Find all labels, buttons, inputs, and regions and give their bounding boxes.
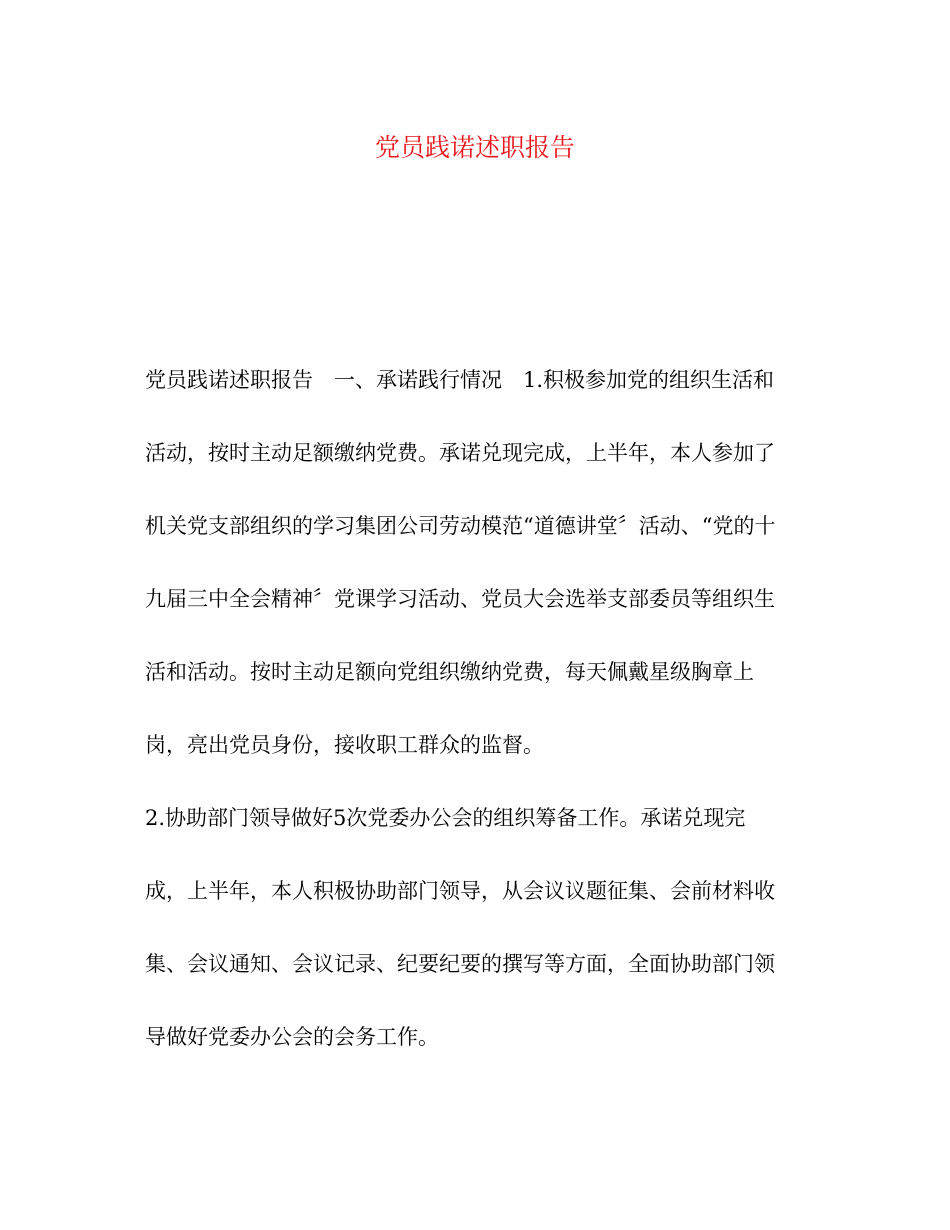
document-title: 党员践诺述职报告: [374, 133, 575, 162]
body-line: 成，上半年，本人积极协助部门领导，从会议议题征集、会前材料收: [145, 879, 775, 903]
body-line: 党员践诺述职报告 一、承诺践行情况 1.积极参加党的组织生活和: [145, 368, 775, 392]
body-line: 集、会议通知、会议记录、纪要纪要的撰写等方面，全面协助部门领: [145, 952, 775, 976]
body-line: 活和活动。按时主动足额向党组织缴纳党费，每天佩戴星级胸章上: [145, 660, 754, 684]
body-line: 机关党支部组织的学习集团公司劳动模范“道德讲堂〞活动、“党的十: [145, 514, 776, 538]
body-line: 岗，亮出党员身份，接收职工群众的监督。: [145, 733, 544, 757]
body-line: 活动，按时主动足额缴纳党费。承诺兑现完成，上半年，本人参加了: [145, 441, 775, 465]
document-body: [145, 358, 805, 1088]
body-line: 九届三中全会精神〞党课学习活动、党员大会选举支部委员等组织生: [145, 587, 775, 611]
body-line: 导做好党委办公会的会务工作。: [145, 1025, 439, 1049]
body-line: 2.协助部门领导做好5次党委办公会的组织筹备工作。承诺兑现完: [145, 806, 746, 830]
